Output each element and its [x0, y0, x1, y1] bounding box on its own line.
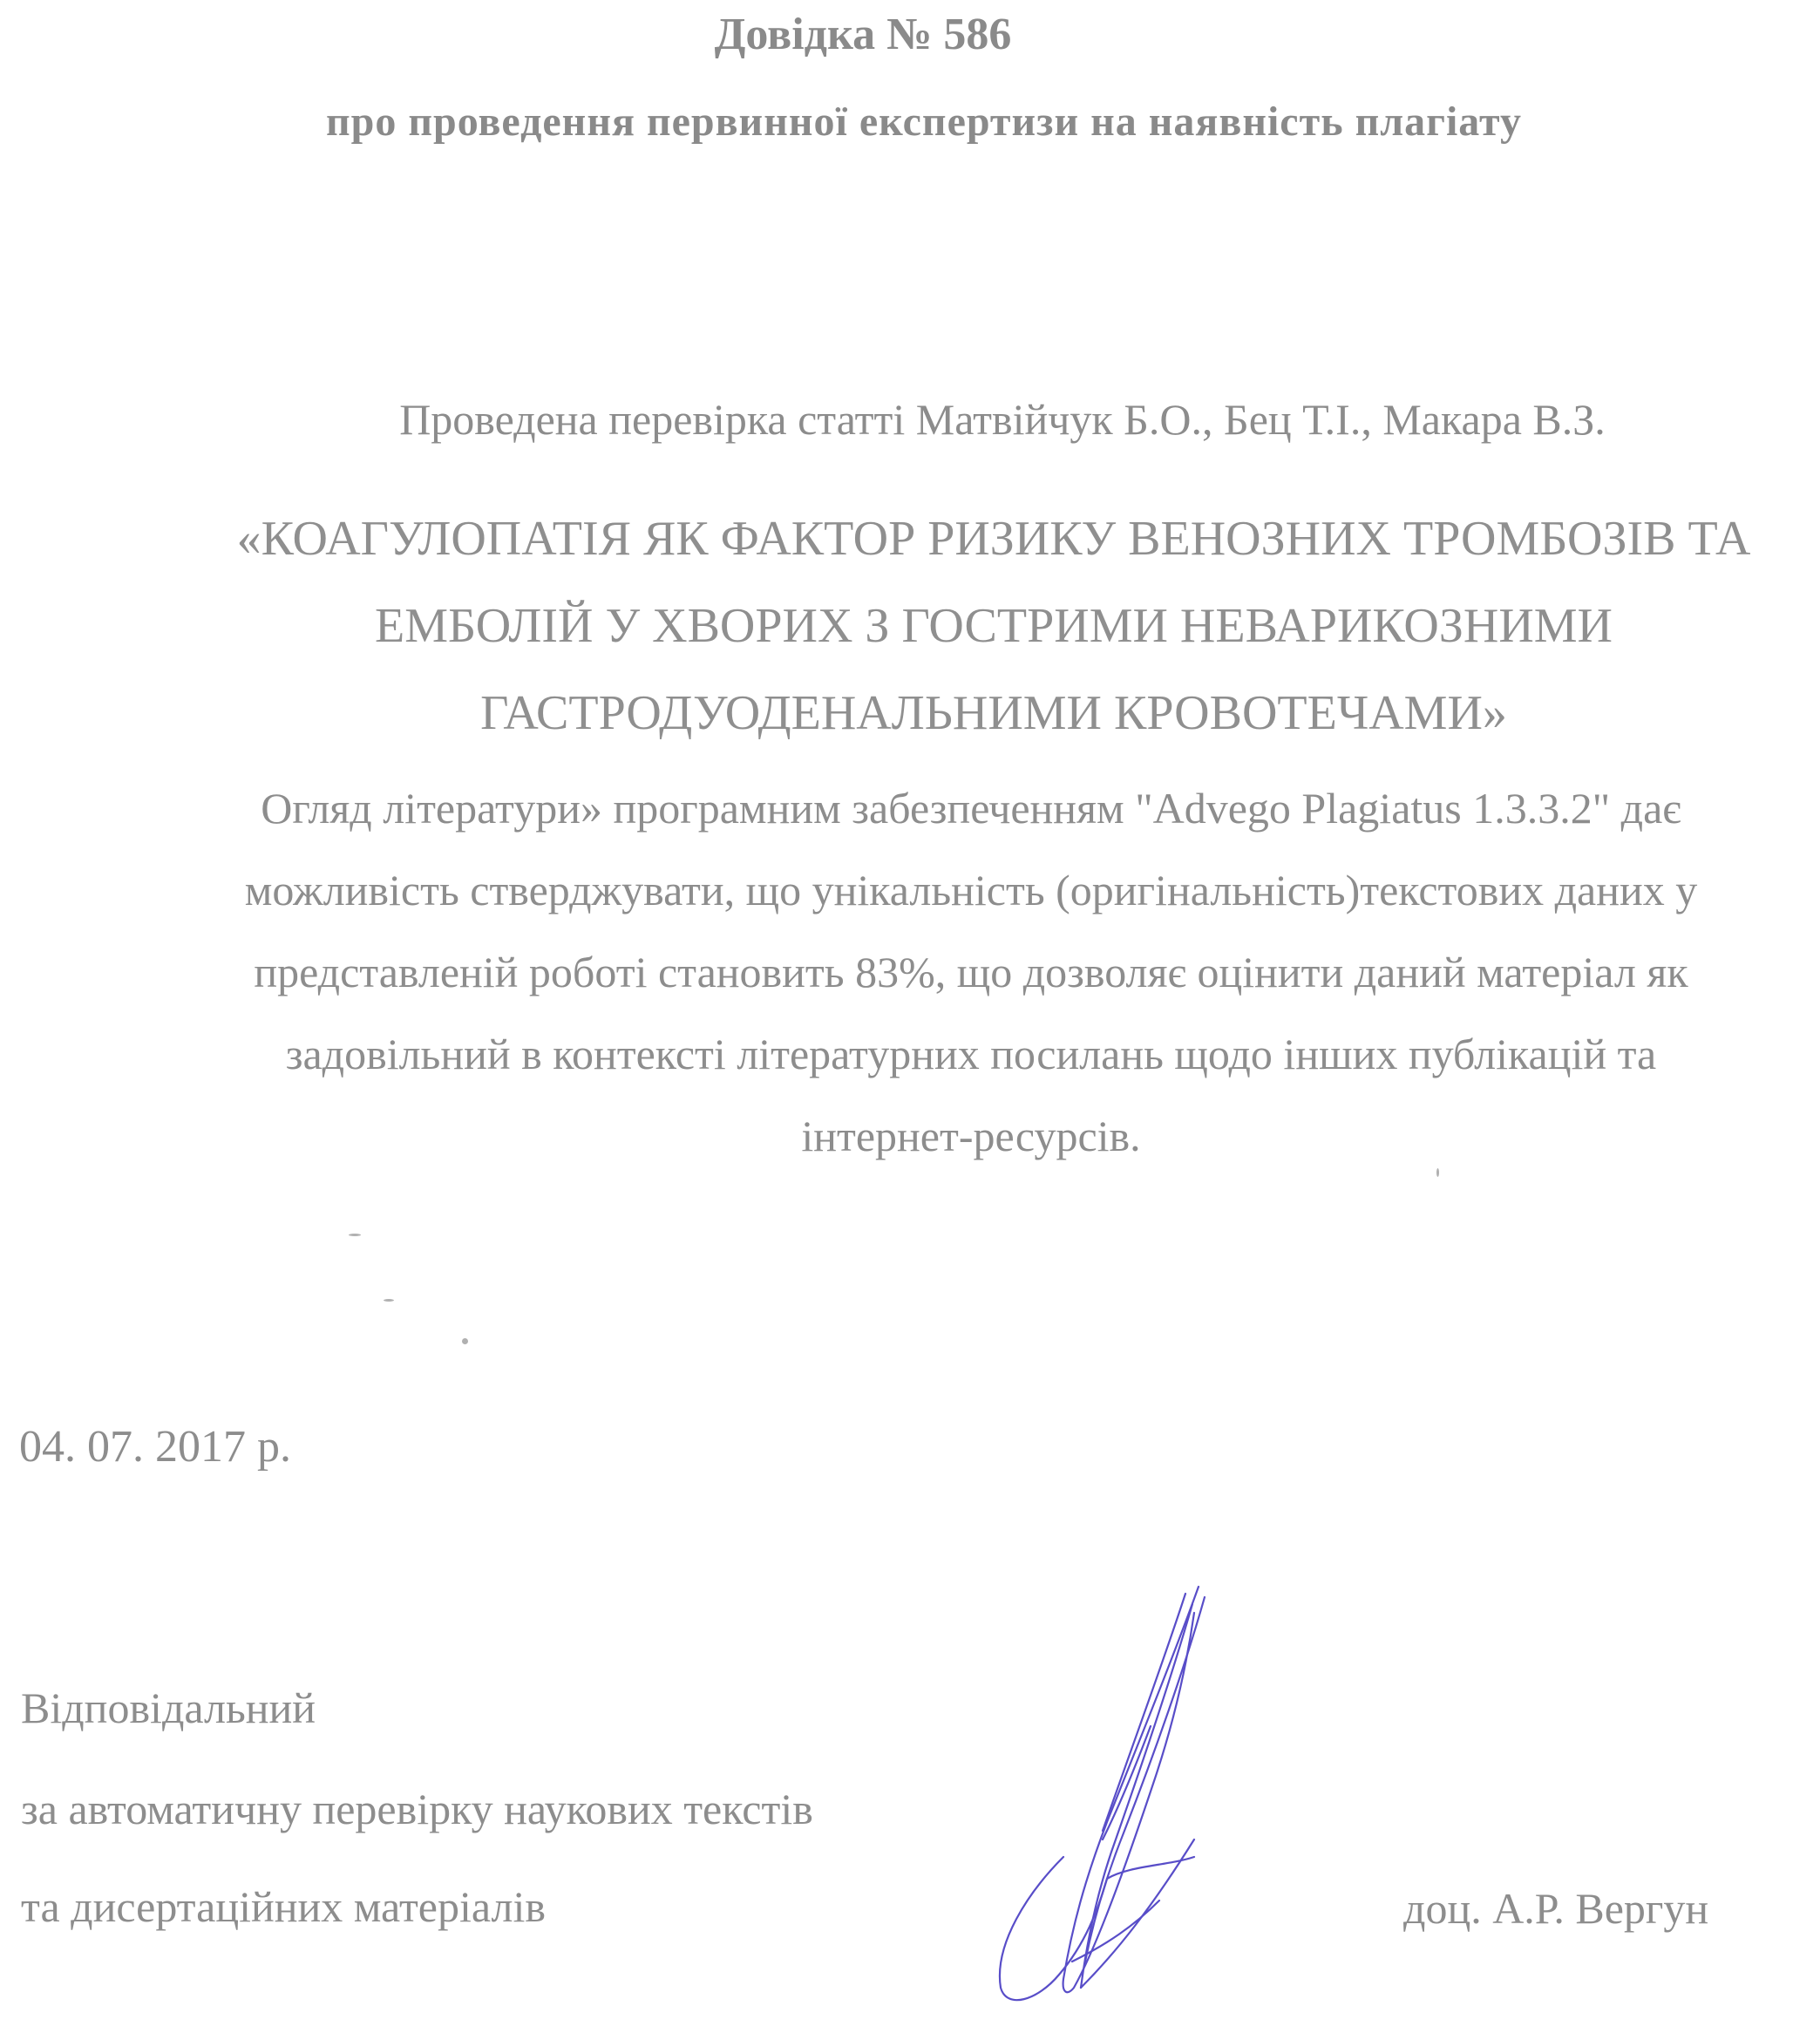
responsible-line: та дисертаційних матеріалів — [21, 1882, 546, 1931]
body-line: представленій роботі становить 83%, що дозволяє оцінити даний матеріал як — [254, 948, 1688, 996]
scan-speck — [384, 1299, 394, 1302]
intro-line: Проведена перевірка статті Матвійчук Б.О., Бец Т.І., Макара В.З. — [399, 395, 1606, 444]
document-title: Довідка № 586 — [714, 10, 1012, 59]
issue-date: 04. 07. 2017 р. — [19, 1422, 291, 1472]
signer-name: доц. А.Р. Вергун — [1403, 1884, 1709, 1933]
body-line: задовільний в контексті літературних посилань щодо інших публікацій та — [285, 1030, 1657, 1078]
article-title — [174, 495, 1813, 757]
body-paragraph — [122, 767, 1820, 1177]
responsible-line: Відповідальний — [21, 1683, 316, 1732]
body-line: інтернет-ресурсів. — [801, 1112, 1141, 1160]
article-title-line: ГАСТРОДУОДЕНАЛЬНИМИ КРОВОТЕЧАМИ» — [480, 686, 1507, 740]
body-line: можливість стверджувати, що унікальність (оригінальність)текстових даних у — [244, 866, 1698, 915]
body-line: Огляд літератури» програмним забезпеченням "Advego Plagiatus 1.3.3.2" дає — [261, 784, 1681, 833]
article-title-line: ЕМБОЛІЙ У ХВОРИХ З ГОСТРИМИ НЕВАРИКОЗНИМИ — [374, 599, 1613, 653]
handwritten-signature — [976, 1578, 1255, 2014]
scan-speck — [1436, 1168, 1439, 1177]
responsible-line: за автоматичну перевірку наукових текстів — [21, 1785, 813, 1833]
article-title-line: «КОАГУЛОПАТІЯ ЯК ФАКТОР РИЗИКУ ВЕНОЗНИХ ТРОМБОЗІВ ТА — [236, 512, 1751, 566]
scan-speck — [349, 1234, 361, 1236]
scan-speck — [462, 1338, 468, 1344]
document-subtitle: про проведення первинної експертизи на наявність плагіату — [325, 99, 1522, 145]
